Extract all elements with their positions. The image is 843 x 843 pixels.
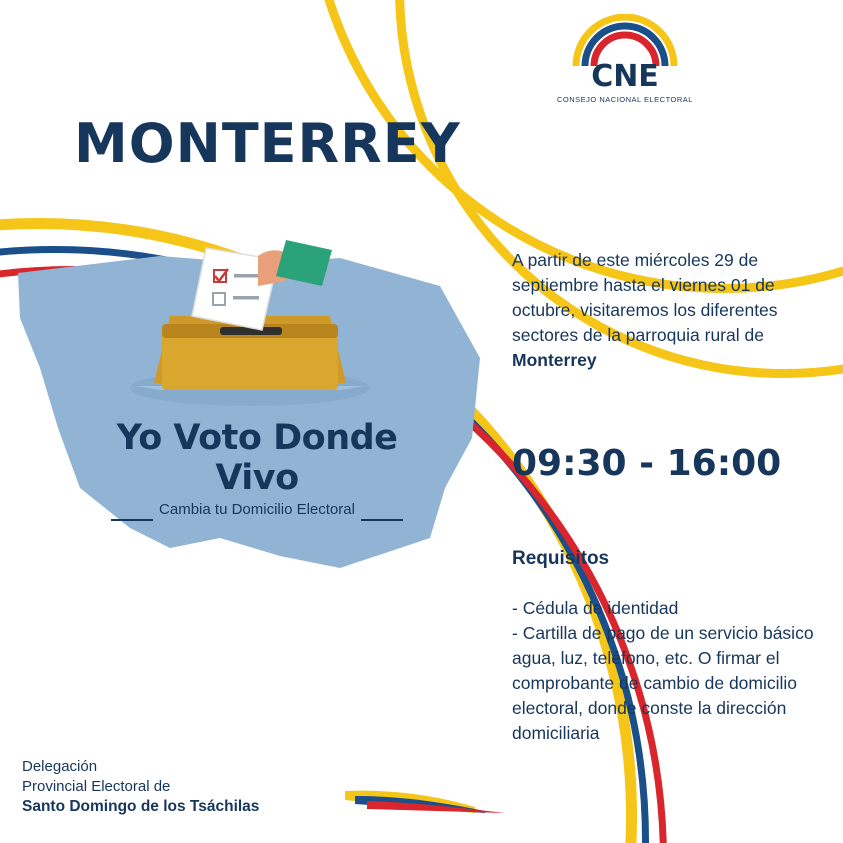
flag-ribbon: [345, 787, 515, 813]
footer-line-3: Santo Domingo de los Tsáchilas: [22, 798, 260, 815]
intro-text: A partir de este miércoles 29 de septiembre hasta el viernes 01 de octubre, visitaremos los diferentes sectores de la parroquia rural de: [512, 250, 778, 345]
requirement-item: - Cartilla de pago de un servicio básico agua, luz, teléfono, etc. O firmar el comprobante de cambio de domicilio electoral, donde conste la dirección domiciliaria: [512, 623, 814, 743]
requirement-item: - Cédula de identidad: [512, 598, 679, 618]
logo-subtitle: CONSEJO NACIONAL ELECTORAL: [557, 95, 693, 104]
footer-line-2: Provincial Electoral de: [22, 778, 171, 795]
cne-logo: [540, 14, 710, 116]
schedule-hours: 09:30 - 16:00: [512, 443, 782, 484]
requirements-list: [512, 596, 832, 746]
logo-acronym: CNE: [591, 59, 659, 94]
footer-line-1: Delegación: [22, 758, 98, 775]
requirements-title: Requisitos: [512, 548, 610, 569]
slogan-sub: Cambia tu Domicilio Electoral: [111, 500, 403, 519]
slogan-block: [72, 418, 442, 519]
footer-block: [22, 757, 259, 817]
intro-highlight: Monterrey: [512, 350, 597, 370]
page-title: MONTERREY: [74, 112, 461, 175]
intro-paragraph: [512, 248, 834, 373]
slogan-main: Yo Voto Donde Vivo: [116, 418, 398, 498]
